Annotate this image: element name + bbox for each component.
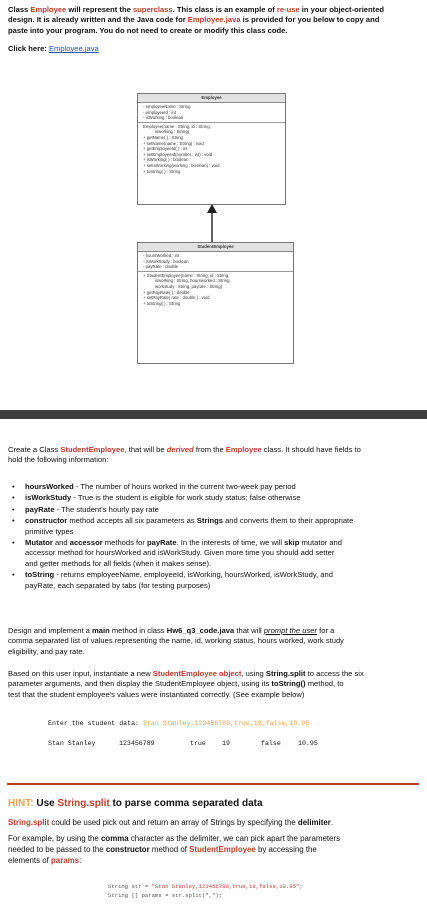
text: Design and implement a [8, 626, 92, 635]
text: by accessing the [255, 845, 317, 854]
uml-student-fields [138, 252, 293, 272]
output-id: 123456789 [119, 740, 155, 747]
text: needed to be passed to the [8, 845, 106, 854]
code-string: "Stan Stanley,123456789,true,19,false,10.95" [151, 883, 300, 890]
code-line [108, 882, 418, 891]
uml-student-box [137, 242, 294, 364]
uml-student-title: StudentEmployee [138, 243, 293, 252]
hint-paragraph-1 [8, 817, 422, 828]
uml-constructor-cont: isworking : String, hoursworked : String, [155, 278, 231, 284]
task-section [8, 445, 422, 466]
hint-paragraph-2 [8, 833, 422, 866]
intro-paragraph [8, 5, 422, 36]
uml-constructor-cont: isworking : String) [155, 129, 190, 135]
uml-student-methods [138, 272, 293, 308]
class-name: Hw6_q3_code.java [166, 626, 235, 635]
field-name: isWorkStudy [25, 493, 72, 503]
uml-field: - hoursWorked : int [143, 253, 180, 258]
code-line: String [] params = str.split(","); [108, 892, 223, 899]
text: Based on this user input, instantiate a new [8, 669, 153, 678]
text: payRate, each separated by tabs (for testing purposes) [25, 580, 211, 590]
uml-method: + setIsWorking(working : boolean) : void [143, 162, 220, 168]
field-name: constructor [25, 516, 68, 526]
keyword: String.split [57, 798, 110, 809]
text: Class [8, 5, 31, 14]
class-name: StudentEmployee [60, 445, 125, 454]
example-console [48, 719, 418, 749]
code-text: ; [299, 883, 303, 890]
uml-method: + getPayRate( ) : double [143, 289, 190, 295]
text: For example, by using the [8, 834, 101, 843]
output-hours: 19 [222, 740, 230, 747]
text: could be used pick out and return an array of Strings by specifying the [49, 818, 298, 827]
uml-method: + getEmployeeId( ) : int [143, 146, 188, 152]
text: method of [149, 845, 190, 854]
text: , that will be [124, 445, 167, 454]
hint-divider [7, 783, 419, 785]
text: elements of [8, 856, 51, 865]
keyword: constructor [105, 845, 150, 854]
based-section [8, 669, 422, 700]
text: method accepts all six parameters as [67, 516, 197, 526]
uml-constructor: + StudentEmployee(name : String, id : String, [143, 272, 230, 278]
keyword: String.split [8, 818, 50, 827]
text: class. It should have fields to [261, 445, 361, 454]
keyword: main [92, 626, 110, 635]
text: eligibility, and pay rate. [8, 646, 85, 656]
design-paragraph [8, 626, 422, 657]
uml-field: - payRate : double [143, 264, 179, 270]
field-name: Mutator [25, 538, 53, 548]
uml-method: + toString( ) : String [143, 300, 181, 306]
class-name: Employee [30, 5, 67, 14]
design-section [8, 626, 422, 657]
text: will represent the [66, 5, 133, 14]
field-name: payRate [147, 538, 177, 548]
uml-method: + getName( ) : String [143, 134, 184, 140]
emphasis: prompt the user [263, 626, 317, 635]
text: - returns employeeName, employeeId, isWorking, hoursWorked, isWorkStudy, and [54, 570, 333, 580]
list-item: • constructor method accepts all six parameters as Strings and converts them to their appropriate primitive types [12, 516, 354, 536]
text: Use [33, 798, 58, 809]
uml-constructor-cont: workstudy : String, payrate : String) [155, 283, 223, 289]
text: is provided for you below to copy and [240, 15, 380, 25]
text: Create a Class [8, 445, 61, 454]
text: in your object-oriented [299, 5, 385, 14]
text: and [52, 538, 70, 548]
hint-title [8, 797, 422, 810]
text: and getter methods for all fields (when it makes sense). [25, 558, 212, 568]
click-here-line [8, 44, 422, 54]
text: need to create or modify this class code. [138, 25, 288, 35]
keyword: superclass [132, 5, 173, 14]
text: methods for [102, 538, 147, 548]
text: for a [317, 626, 335, 635]
code-text: String str = [108, 883, 152, 890]
uml-field: - isWorkStudy : boolean [143, 258, 189, 264]
class-name: Employee [225, 445, 262, 454]
uml-method: + setPayRate( rate : double ) : void [143, 295, 210, 301]
hint-label: HINT: [8, 798, 34, 809]
list-item: • Mutator and accessor methods for payRate. In the interests of time, we will skip mutator and accessor method for hoursWorked and isWorkStudy. Given more time you should add setter and getter methods for all fields (when it makes sense). [12, 538, 343, 568]
keyword: String.split [265, 669, 306, 678]
text: design. It is already written and the Java code for [8, 15, 188, 25]
text: test that the student employee's values were instantiated correctly. (See example below) [8, 689, 305, 699]
list-item: • payRate - The student's hourly pay rate [12, 504, 159, 514]
keyword: params [50, 856, 80, 865]
keyword: toString() [271, 679, 306, 689]
keyword: comma [100, 834, 129, 843]
text: . This class is an example of [172, 5, 277, 14]
console-input: Stan Stanley,123456789,true,19,false,10.95 [142, 720, 310, 727]
output-name: Stan Stanley [48, 740, 96, 747]
based-paragraph [8, 669, 422, 700]
requirements-list [0, 482, 424, 592]
field-name: toString [25, 570, 55, 580]
list-item: • hoursWorked - The number of hours worked in the current two-week pay period [12, 482, 296, 491]
uml-employee-methods [138, 123, 285, 175]
text: method, to [305, 679, 344, 689]
click-label: Click here: [8, 44, 49, 54]
uml-constructor: Employee(name : String, id : String, [143, 123, 211, 129]
keyword: delimiter [297, 818, 331, 827]
text: mutator and [299, 538, 343, 548]
text: character as the delimiter, we can pick apart the parameters [128, 834, 341, 843]
output-payrate: 10.95 [298, 740, 318, 747]
text: . In the interests of time, we will [176, 538, 285, 548]
field-name: hoursWorked [25, 482, 74, 491]
text: parameter arguments, and then display the StudentEmployee object, using its [8, 679, 272, 689]
text: from the [193, 445, 226, 454]
uml-field: - employeeName : String [143, 104, 191, 109]
uml-employee-title: Employee [138, 94, 285, 103]
keyword: re-use [276, 5, 300, 14]
output-working: true [190, 740, 206, 747]
text: . [330, 818, 334, 827]
field-name: payRate [25, 504, 55, 514]
text: paste into your program. You do [8, 25, 127, 35]
keyword: Strings [196, 516, 223, 526]
hint-section [8, 797, 422, 866]
file-name: Employee.java [187, 15, 241, 25]
text: hold the following information: [8, 455, 109, 465]
output-workstudy: false [261, 740, 281, 747]
text: accessor method for hoursWorked and isWorkStudy. Given more time you should add setter [25, 548, 335, 558]
list-item: • isWorkStudy - True is the student is eligible for work study status; false otherwise [12, 493, 301, 503]
text: to parse comma separated data [109, 798, 263, 809]
text: : [79, 856, 82, 865]
list-item: • toString - returns employeeName, employeeId, isWorking, hoursWorked, isWorkStudy, and payRate, each separated by tabs (for testing purposes) [12, 570, 333, 590]
task-paragraph [8, 445, 422, 466]
text: and converts them to their appropriate [222, 516, 354, 526]
text: comma separated list of values representing the name, id, working status, hours worked, work study [8, 636, 344, 646]
uml-field: - isWorking : boolean [143, 115, 184, 121]
uml-employee-box [137, 93, 286, 205]
text: to access the six [305, 669, 364, 678]
text: that will [234, 626, 264, 635]
uml-method: + setEmployeeId(number : int) : void [143, 151, 213, 157]
text: - The student's hourly pay rate [54, 504, 159, 514]
text: , using [241, 669, 266, 678]
employee-java-link[interactable]: Employee.java [48, 44, 99, 54]
class-name: StudentEmployee object [152, 669, 242, 678]
uml-field: - employeeId : int [143, 109, 176, 115]
console-output-line [48, 739, 418, 749]
uml-employee-fields [138, 103, 285, 123]
text: - True is the student is eligible for work study status; false otherwise [71, 493, 301, 503]
uml-method: + setName(name : String) : void [143, 140, 204, 146]
console-prompt-line [48, 719, 418, 729]
text: primitive types [25, 526, 74, 536]
field-name: accessor [69, 538, 103, 548]
intro-section [8, 5, 422, 55]
console-prompt: Enter the student data: [48, 720, 143, 727]
code-example [108, 882, 418, 900]
text: method in class [109, 626, 167, 635]
keyword: derived [166, 445, 194, 454]
inheritance-arrow-icon [202, 203, 222, 243]
uml-method: + toString( ) : String [143, 168, 181, 174]
text: - The number of hours worked in the current two-week pay period [73, 482, 296, 491]
section-divider [0, 410, 427, 419]
uml-method: + isWorking( ) : boolean [143, 157, 189, 163]
class-name: StudentEmployee [189, 845, 256, 854]
text: not [126, 25, 139, 35]
keyword: skip [284, 538, 300, 548]
